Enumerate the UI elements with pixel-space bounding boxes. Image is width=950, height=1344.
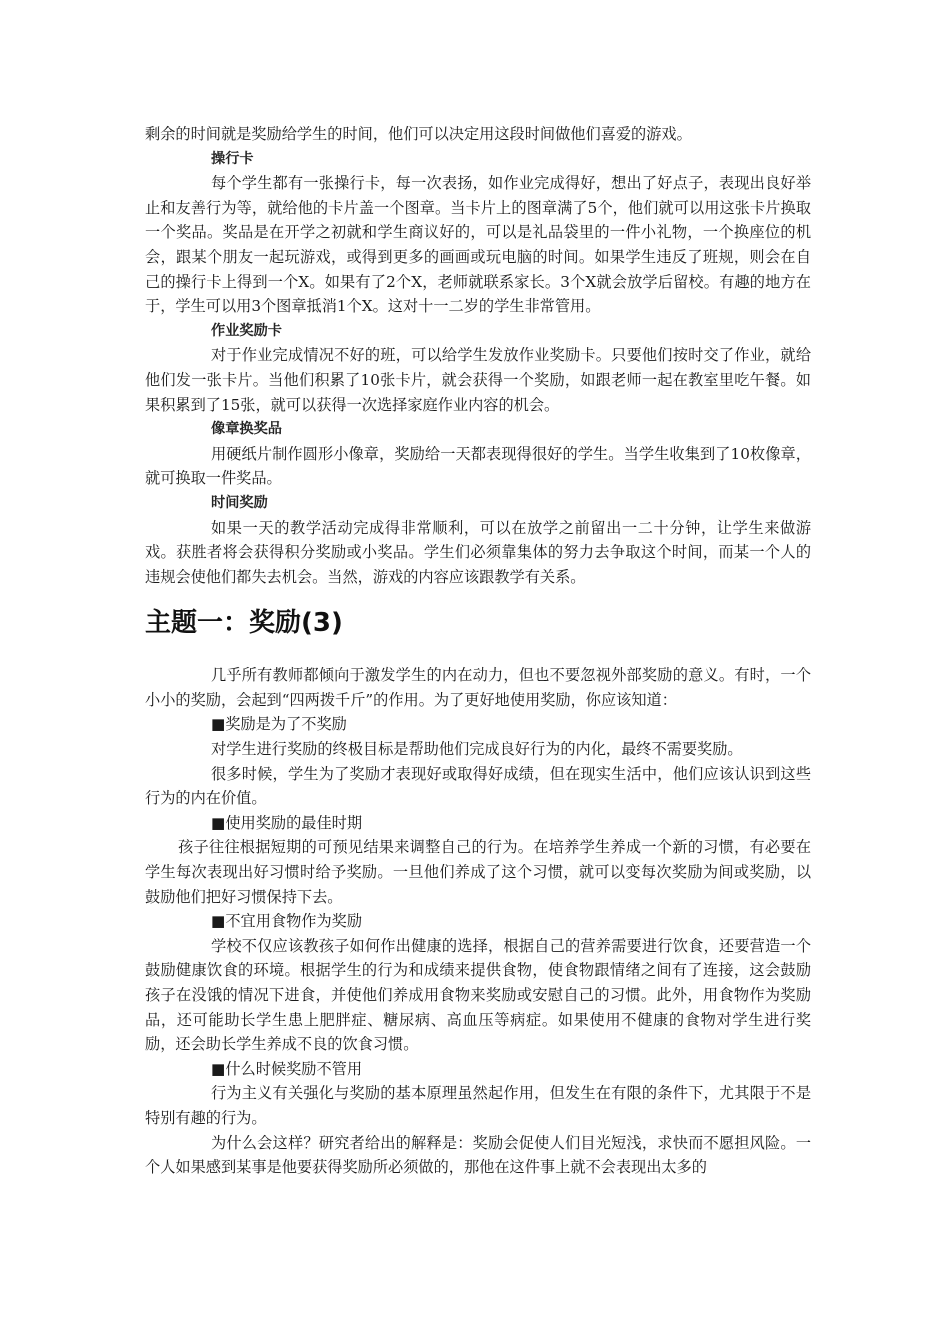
paragraph-b2-1: 孩子往往根据短期的可预见结果来调整自己的行为。在培养学生养成一个新的习惯，有必要在学生每次表现出好习惯时给予奖励。一旦他们养成了这个习惯，就可以变每次奖励为间或奖励，以鼓励他们把好习惯保持下去。 (145, 838, 811, 906)
square-bullet-icon: ■ (211, 813, 226, 832)
paragraph-b4-2: 为什么会这样？研究者给出的解释是：奖励会促使人们目光短浅，求快而不愿担风险。一个人如果感到某事是他要获得奖励所必须做的，那他在这件事上就不会表现出太多的 (145, 1133, 811, 1177)
paragraph-b1-2: 很多时候，学生为了奖励才表现好或取得好成绩，但在现实生活中，他们应该认识到这些行为的内在价值。 (145, 764, 811, 808)
paragraph-badge-exchange: 用硬纸片制作圆形小像章，奖励给一天都表现得很好的学生。当学生收集到了10枚像章，就可换取一件奖品。 (145, 444, 811, 488)
paragraph-time-reward: 如果一天的教学活动完成得非常顺利，可以在放学之前留出一二十分钟，让学生来做游戏。获胜者将会获得积分奖励或小奖品。学生们必须靠集体的努力去争取这个时间，而某一个人的违规会使他们都失去机会。当然，游戏的内容应该跟教学有关系。 (145, 518, 811, 586)
paragraph-intro: 几乎所有教师都倾向于激发学生的内在动力，但也不要忽视外部奖励的意义。有时，一个小小的奖励，会起到“四两拨千斤”的作用。为了更好地使用奖励，你应该知道： (145, 666, 811, 709)
subheading-time-reward: 时间奖励 (211, 494, 268, 511)
paragraph-homework-card: 对于作业完成情况不好的班，可以给学生发放作业奖励卡。只要他们按时交了作业，就给他们发一张卡片。当他们积累了10张卡片，就会获得一个奖励，如跟老师一起在教室里吃午餐。如果积累到了15张，就可以获得一次选择家庭作业内容的机会。 (145, 346, 811, 414)
paragraph-b3-1: 学校不仅应该教孩子如何作出健康的选择，根据自己的营养需要进行饮食，还要营造一个鼓励健康饮食的环境。根据学生的行为和成绩来提供食物，使食物跟情绪之间有了连接，这会鼓励孩子在没饿的情况下进食，并使他们养成用食物来奖励或安慰自己的习惯。此外，用食物作为奖励品，还可能助长学生患上肥胖症、糖尿病、高血压等病症。如果使用不健康的食物对学生进行奖励，还会助长学生养成不良的饮食习惯。 (145, 936, 811, 1054)
document-page (145, 122, 811, 1180)
subheading-conduct-card: 操行卡 (211, 150, 254, 167)
paragraph-conduct-card: 每个学生都有一张操行卡，每一次表扬，如作业完成得好，想出了好点子，表现出良好举止和友善行为等，就给他的卡片盖一个图章。当卡片上的图章满了5个，他们就可以用这张卡片换取一个奖品。奖品是在开学之初就和学生商议好的，可以是礼品袋里的一件小礼物，一个换座位的机会，跟某个朋友一起玩游戏，或得到更多的画画或玩电脑的时间。如果学生违反了班规，则会在自己的操行卡上得到一个X。如果有了2个X，老师就联系家长。3个X就会放学后留校。有趣的地方在于，学生可以用3个图章抵消1个X。这对十一二岁的学生非常管用。 (145, 174, 811, 316)
paragraph-continuation: 剩余的时间就是奖励给学生的时间，他们可以决定用这段时间做他们喜爱的游戏。 (145, 125, 692, 143)
square-bullet-icon: ■ (211, 715, 226, 734)
bullet-heading-text: 什么时候奖励不管用 (225, 1059, 363, 1078)
bullet-heading-text: 不宜用食物作为奖励 (225, 912, 363, 931)
paragraph-b4-1: 行为主义有关强化与奖励的基本原理虽然起作用，但发生在有限的条件下，尤其限于不是特别有趣的行为。 (145, 1084, 811, 1127)
section-title: 主题一：奖励(3) (145, 608, 343, 639)
bullet-heading-2 (145, 811, 811, 836)
subheading-homework-card: 作业奖励卡 (211, 322, 282, 339)
bullet-heading-4 (145, 1057, 811, 1082)
bullet-heading-3 (145, 909, 811, 934)
bullet-heading-text: 使用奖励的最佳时期 (225, 813, 363, 832)
bullet-heading-text: 奖励是为了不奖励 (225, 715, 347, 734)
bullet-heading-1 (145, 712, 811, 737)
square-bullet-icon: ■ (211, 1059, 226, 1078)
paragraph-b1-1: 对学生进行奖励的终极目标是帮助他们完成良好行为的内化，最终不需要奖励。 (211, 740, 743, 759)
subheading-badge-exchange: 像章换奖品 (211, 421, 282, 438)
square-bullet-icon: ■ (211, 912, 226, 931)
